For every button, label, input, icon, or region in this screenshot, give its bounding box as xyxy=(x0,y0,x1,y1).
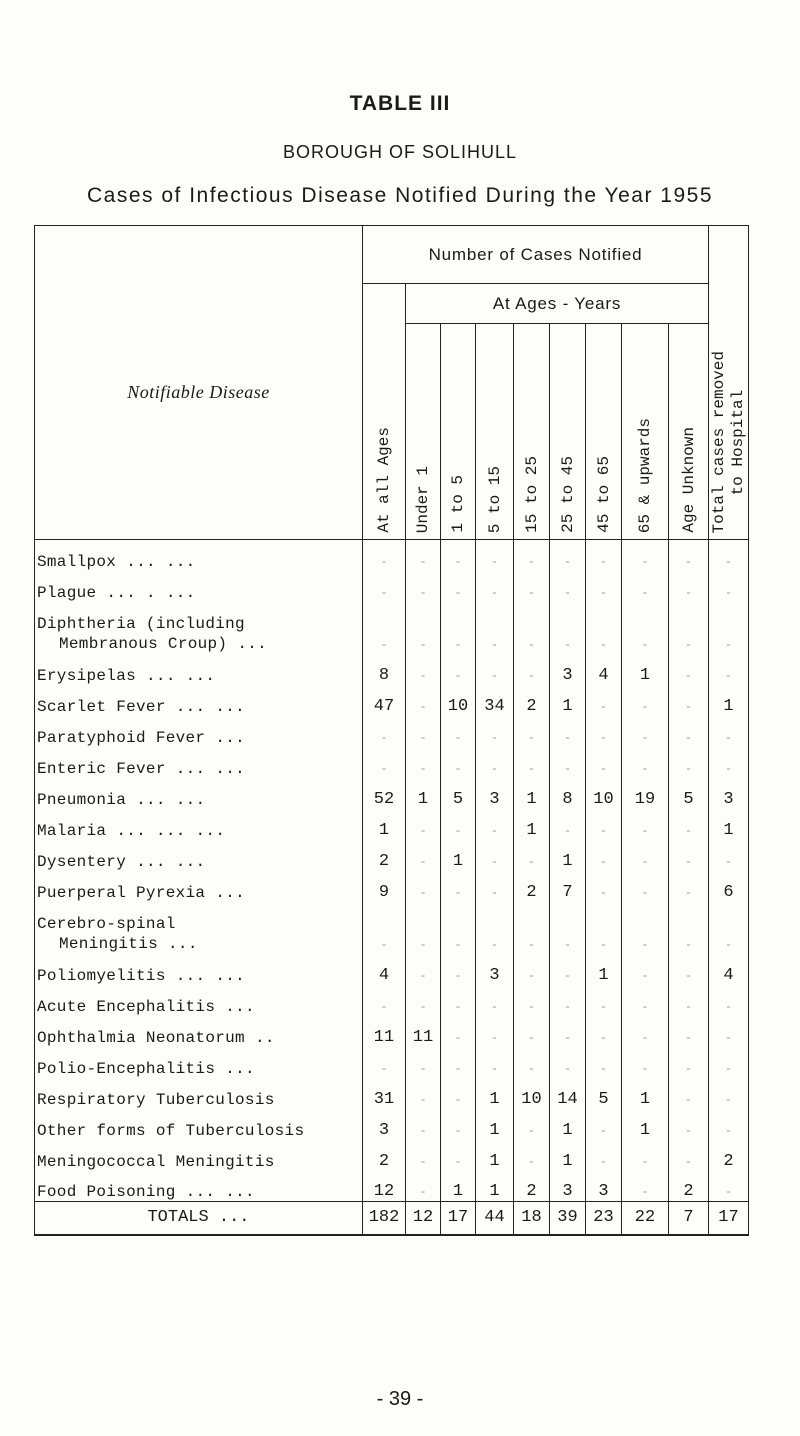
age-cell: - xyxy=(441,902,476,954)
age-cell: 5 xyxy=(441,778,476,809)
at-ages-header: At Ages - Years xyxy=(406,284,709,324)
table-row xyxy=(35,540,749,571)
age-cell: 2 xyxy=(669,1171,709,1202)
age-cell: - xyxy=(669,985,709,1016)
age-cell: - xyxy=(669,654,709,685)
age-cell: - xyxy=(669,571,709,602)
age-cell: - xyxy=(622,685,669,716)
age-cell: - xyxy=(514,840,550,871)
age-cell: - xyxy=(441,954,476,985)
age-cell: 5 xyxy=(586,1078,622,1109)
disease-name: Paratyphoid Fever ... xyxy=(35,716,363,747)
table-row xyxy=(35,840,749,871)
table-title: Cases of Infectious Disease Notified During the Year 1955 xyxy=(87,184,713,207)
all-ages-cell: 9 xyxy=(363,871,406,902)
total-cell: 7 xyxy=(669,1202,709,1235)
removed-cell: 1 xyxy=(709,685,749,716)
age-cell: - xyxy=(586,716,622,747)
disease-name: Smallpox ... ... xyxy=(35,540,363,571)
total-cell: 17 xyxy=(441,1202,476,1235)
age-cell: - xyxy=(586,985,622,1016)
age-cell: - xyxy=(441,747,476,778)
age-cell: - xyxy=(476,654,514,685)
age-cell: - xyxy=(669,602,709,654)
age-cell: - xyxy=(514,902,550,954)
age-cell: - xyxy=(406,685,441,716)
age-cell: - xyxy=(406,809,441,840)
disease-name: Scarlet Fever ... ... xyxy=(35,685,363,716)
age-cell: - xyxy=(622,902,669,954)
age-cell: 1 xyxy=(514,809,550,840)
age-cell: - xyxy=(669,902,709,954)
disease-name: Erysipelas ... ... xyxy=(35,654,363,685)
table-row xyxy=(35,716,749,747)
all-ages-cell: 4 xyxy=(363,954,406,985)
age-cell: 1 xyxy=(441,840,476,871)
disease-name: Other forms of Tuberculosis xyxy=(35,1109,363,1140)
age-cell: 1 xyxy=(441,1171,476,1202)
age-cell: - xyxy=(476,809,514,840)
removed-cell: - xyxy=(709,1171,749,1202)
all-ages-cell: - xyxy=(363,902,406,954)
total-cell: 23 xyxy=(586,1202,622,1235)
table-row xyxy=(35,809,749,840)
table-row xyxy=(35,571,749,602)
age-cell: 2 xyxy=(514,685,550,716)
table-row xyxy=(35,1016,749,1047)
age-cell: - xyxy=(476,1016,514,1047)
age-cell: - xyxy=(586,1140,622,1171)
age-cell: - xyxy=(514,654,550,685)
age-cell: - xyxy=(441,540,476,571)
total-cell: 17 xyxy=(709,1202,749,1235)
age-cell: - xyxy=(476,902,514,954)
removed-cell: - xyxy=(709,1078,749,1109)
age-header-25-to-45: 25 to 45 xyxy=(550,324,586,540)
age-cell: - xyxy=(669,1140,709,1171)
age-cell: 7 xyxy=(550,871,586,902)
age-cell: - xyxy=(406,985,441,1016)
removed-cell: 1 xyxy=(709,809,749,840)
age-cell: - xyxy=(514,540,550,571)
disease-name: Malaria ... ... ... xyxy=(35,809,363,840)
disease-name: Poliomyelitis ... ... xyxy=(35,954,363,985)
table-row xyxy=(35,654,749,685)
disease-name: Ophthalmia Neonatorum .. xyxy=(35,1016,363,1047)
age-cell: 1 xyxy=(550,840,586,871)
age-cell: - xyxy=(669,1109,709,1140)
age-cell: - xyxy=(476,747,514,778)
age-cell: - xyxy=(406,871,441,902)
age-cell: - xyxy=(669,840,709,871)
age-cell: - xyxy=(441,654,476,685)
age-cell: - xyxy=(406,654,441,685)
age-cell: - xyxy=(476,871,514,902)
all-ages-cell: 47 xyxy=(363,685,406,716)
age-cell: - xyxy=(622,540,669,571)
age-cell: - xyxy=(550,985,586,1016)
age-cell: 1 xyxy=(550,1109,586,1140)
age-cell: - xyxy=(622,571,669,602)
all-ages-cell: - xyxy=(363,602,406,654)
age-cell: - xyxy=(550,902,586,954)
age-cell: 1 xyxy=(622,1109,669,1140)
all-ages-cell: - xyxy=(363,716,406,747)
age-cell: - xyxy=(406,902,441,954)
age-cell: - xyxy=(669,871,709,902)
all-ages-cell: 31 xyxy=(363,1078,406,1109)
age-cell: 10 xyxy=(514,1078,550,1109)
age-cell: - xyxy=(514,954,550,985)
age-cell: - xyxy=(550,747,586,778)
age-cell: - xyxy=(669,747,709,778)
age-cell: - xyxy=(669,716,709,747)
age-cell: 10 xyxy=(441,685,476,716)
age-cell: - xyxy=(550,540,586,571)
table-row xyxy=(35,1047,749,1078)
age-cell: - xyxy=(586,602,622,654)
removed-cell: 4 xyxy=(709,954,749,985)
age-cell: - xyxy=(622,1171,669,1202)
disease-name: Enteric Fever ... ... xyxy=(35,747,363,778)
age-cell: - xyxy=(514,716,550,747)
age-cell: - xyxy=(514,747,550,778)
disease-name: Plague ... . ... xyxy=(35,571,363,602)
all-ages-cell: 2 xyxy=(363,1140,406,1171)
age-cell: 8 xyxy=(550,778,586,809)
page-number: - 39 - xyxy=(376,1388,424,1410)
disease-name: Respiratory Tuberculosis xyxy=(35,1078,363,1109)
age-cell: - xyxy=(441,1078,476,1109)
all-ages-cell: 12 xyxy=(363,1171,406,1202)
age-header-15-to-25: 15 to 25 xyxy=(514,324,550,540)
age-cell: - xyxy=(550,1016,586,1047)
age-cell: 1 xyxy=(622,654,669,685)
age-cell: - xyxy=(550,716,586,747)
age-cell: - xyxy=(586,685,622,716)
age-cell: - xyxy=(476,985,514,1016)
age-cell: 34 xyxy=(476,685,514,716)
age-cell: - xyxy=(441,602,476,654)
removed-cell: - xyxy=(709,1016,749,1047)
removed-cell: 3 xyxy=(709,778,749,809)
age-header-under-1: Under 1 xyxy=(406,324,441,540)
age-cell: - xyxy=(586,1047,622,1078)
all-ages-header: At all Ages xyxy=(363,284,406,540)
total-cell: 22 xyxy=(622,1202,669,1235)
age-cell: - xyxy=(586,840,622,871)
age-cell: 1 xyxy=(476,1078,514,1109)
age-cell: - xyxy=(586,747,622,778)
age-cell: - xyxy=(476,571,514,602)
age-cell: - xyxy=(406,747,441,778)
removed-cell: - xyxy=(709,985,749,1016)
age-cell: 19 xyxy=(622,778,669,809)
age-cell: 10 xyxy=(586,778,622,809)
age-cell: - xyxy=(406,540,441,571)
age-cell: - xyxy=(622,985,669,1016)
age-cell: - xyxy=(441,1140,476,1171)
removed-cell: - xyxy=(709,716,749,747)
age-cell: - xyxy=(441,1047,476,1078)
table-row xyxy=(35,1171,749,1202)
removed-cell: - xyxy=(709,571,749,602)
age-cell: - xyxy=(622,809,669,840)
disease-table xyxy=(34,225,749,1236)
age-cell: - xyxy=(586,540,622,571)
cases-notified-header: Number of Cases Notified xyxy=(363,226,709,284)
disease-name: Puerperal Pyrexia ... xyxy=(35,871,363,902)
age-cell: 1 xyxy=(476,1109,514,1140)
age-cell: - xyxy=(586,871,622,902)
table-row xyxy=(35,747,749,778)
age-cell: - xyxy=(550,602,586,654)
age-header-5-to-15: 5 to 15 xyxy=(476,324,514,540)
table-row xyxy=(35,1078,749,1109)
borough-heading: BOROUGH OF SOLIHULL xyxy=(282,142,518,162)
disease-name: Cerebro-spinal Meningitis ... xyxy=(35,902,363,954)
age-header-1-to-5: 1 to 5 xyxy=(441,324,476,540)
age-cell: - xyxy=(441,871,476,902)
all-ages-cell: 11 xyxy=(363,1016,406,1047)
age-cell: 3 xyxy=(550,654,586,685)
removed-cell: - xyxy=(709,602,749,654)
all-ages-cell: 8 xyxy=(363,654,406,685)
age-cell: - xyxy=(622,1016,669,1047)
age-cell: 3 xyxy=(476,954,514,985)
disease-name: Polio-Encephalitis ... xyxy=(35,1047,363,1078)
age-cell: 2 xyxy=(514,1171,550,1202)
age-cell: - xyxy=(476,602,514,654)
age-cell: - xyxy=(441,716,476,747)
age-cell: - xyxy=(669,954,709,985)
age-cell: 1 xyxy=(476,1171,514,1202)
age-cell: - xyxy=(514,1109,550,1140)
age-cell: - xyxy=(669,540,709,571)
table-row xyxy=(35,1140,749,1171)
age-header-unknown: Age Unknown xyxy=(669,324,709,540)
age-cell: - xyxy=(550,809,586,840)
totals-label: TOTALS ... xyxy=(35,1202,363,1235)
age-cell: - xyxy=(622,747,669,778)
age-cell: - xyxy=(622,1140,669,1171)
age-cell: 14 xyxy=(550,1078,586,1109)
age-cell: - xyxy=(406,1140,441,1171)
age-cell: - xyxy=(406,571,441,602)
total-cell: 12 xyxy=(406,1202,441,1235)
table-row xyxy=(35,954,749,985)
age-cell: - xyxy=(514,602,550,654)
disease-name: Meningococcal Meningitis xyxy=(35,1140,363,1171)
removed-to-hospital-header: Total cases removed to Hospital xyxy=(709,226,749,540)
removed-cell: - xyxy=(709,1047,749,1078)
age-cell: - xyxy=(622,840,669,871)
age-cell: - xyxy=(586,1109,622,1140)
age-cell: - xyxy=(441,571,476,602)
all-ages-cell: - xyxy=(363,1047,406,1078)
age-cell: - xyxy=(514,1047,550,1078)
removed-cell: 6 xyxy=(709,871,749,902)
age-cell: 3 xyxy=(476,778,514,809)
totals-row xyxy=(35,1202,749,1235)
age-cell: - xyxy=(441,1109,476,1140)
age-cell: 1 xyxy=(622,1078,669,1109)
age-cell: - xyxy=(669,685,709,716)
age-cell: 3 xyxy=(586,1171,622,1202)
table-row xyxy=(35,778,749,809)
all-ages-cell: - xyxy=(363,571,406,602)
age-header-45-to-65: 45 to 65 xyxy=(586,324,622,540)
age-cell: 1 xyxy=(514,778,550,809)
all-ages-cell: 2 xyxy=(363,840,406,871)
age-cell: 4 xyxy=(586,654,622,685)
age-cell: - xyxy=(406,602,441,654)
age-cell: - xyxy=(622,716,669,747)
age-cell: - xyxy=(550,1047,586,1078)
all-ages-cell: - xyxy=(363,747,406,778)
age-cell: - xyxy=(669,809,709,840)
disease-name: Diphtheria (including Membranous Croup) ... xyxy=(35,602,363,654)
age-cell: - xyxy=(669,1078,709,1109)
age-cell: - xyxy=(514,1016,550,1047)
age-cell: - xyxy=(550,571,586,602)
all-ages-cell: 1 xyxy=(363,809,406,840)
age-cell: - xyxy=(514,985,550,1016)
age-cell: - xyxy=(406,716,441,747)
age-cell: - xyxy=(476,716,514,747)
disease-column-header: Notifiable Disease xyxy=(35,226,363,540)
age-cell: 1 xyxy=(586,954,622,985)
age-cell: - xyxy=(622,1047,669,1078)
removed-cell: - xyxy=(709,840,749,871)
all-ages-cell: - xyxy=(363,540,406,571)
removed-cell: - xyxy=(709,747,749,778)
total-cell: 18 xyxy=(514,1202,550,1235)
age-cell: 3 xyxy=(550,1171,586,1202)
removed-cell: - xyxy=(709,902,749,954)
all-ages-cell: 52 xyxy=(363,778,406,809)
age-cell: - xyxy=(586,1016,622,1047)
all-ages-cell: - xyxy=(363,985,406,1016)
age-cell: - xyxy=(622,954,669,985)
table-row xyxy=(35,902,749,954)
removed-cell: - xyxy=(709,654,749,685)
age-cell: - xyxy=(441,1016,476,1047)
age-cell: - xyxy=(514,571,550,602)
removed-cell: - xyxy=(709,540,749,571)
removed-cell: 2 xyxy=(709,1140,749,1171)
all-ages-cell: 3 xyxy=(363,1109,406,1140)
age-cell: 1 xyxy=(550,685,586,716)
age-cell: 1 xyxy=(406,778,441,809)
total-cell: 182 xyxy=(363,1202,406,1235)
age-header-65-upwards: 65 & upwards xyxy=(622,324,669,540)
age-cell: - xyxy=(406,1047,441,1078)
age-cell: - xyxy=(586,809,622,840)
age-cell: - xyxy=(406,840,441,871)
disease-name: Acute Encephalitis ... xyxy=(35,985,363,1016)
age-cell: 2 xyxy=(514,871,550,902)
age-cell: - xyxy=(586,571,622,602)
disease-name: Dysentery ... ... xyxy=(35,840,363,871)
total-cell: 39 xyxy=(550,1202,586,1235)
age-cell: - xyxy=(586,902,622,954)
table-row xyxy=(35,985,749,1016)
age-cell: - xyxy=(669,1016,709,1047)
table-row xyxy=(35,1109,749,1140)
age-cell: - xyxy=(406,954,441,985)
total-cell: 44 xyxy=(476,1202,514,1235)
age-cell: - xyxy=(441,985,476,1016)
age-cell: 1 xyxy=(550,1140,586,1171)
age-cell: - xyxy=(406,1109,441,1140)
age-cell: 1 xyxy=(476,1140,514,1171)
age-cell: - xyxy=(441,809,476,840)
disease-name: Food Poisoning ... ... xyxy=(35,1171,363,1202)
age-cell: - xyxy=(622,602,669,654)
removed-cell: - xyxy=(709,1109,749,1140)
age-cell: - xyxy=(406,1078,441,1109)
age-cell: - xyxy=(622,871,669,902)
age-cell: - xyxy=(550,954,586,985)
age-cell: - xyxy=(669,1047,709,1078)
age-cell: - xyxy=(476,1047,514,1078)
disease-name: Pneumonia ... ... xyxy=(35,778,363,809)
age-cell: 11 xyxy=(406,1016,441,1047)
table-row xyxy=(35,685,749,716)
age-cell: 5 xyxy=(669,778,709,809)
table-label: TABLE III xyxy=(349,92,451,115)
age-cell: - xyxy=(476,840,514,871)
table-row xyxy=(35,871,749,902)
age-cell: - xyxy=(406,1171,441,1202)
table-row xyxy=(35,602,749,654)
age-cell: - xyxy=(476,540,514,571)
age-cell: - xyxy=(514,1140,550,1171)
